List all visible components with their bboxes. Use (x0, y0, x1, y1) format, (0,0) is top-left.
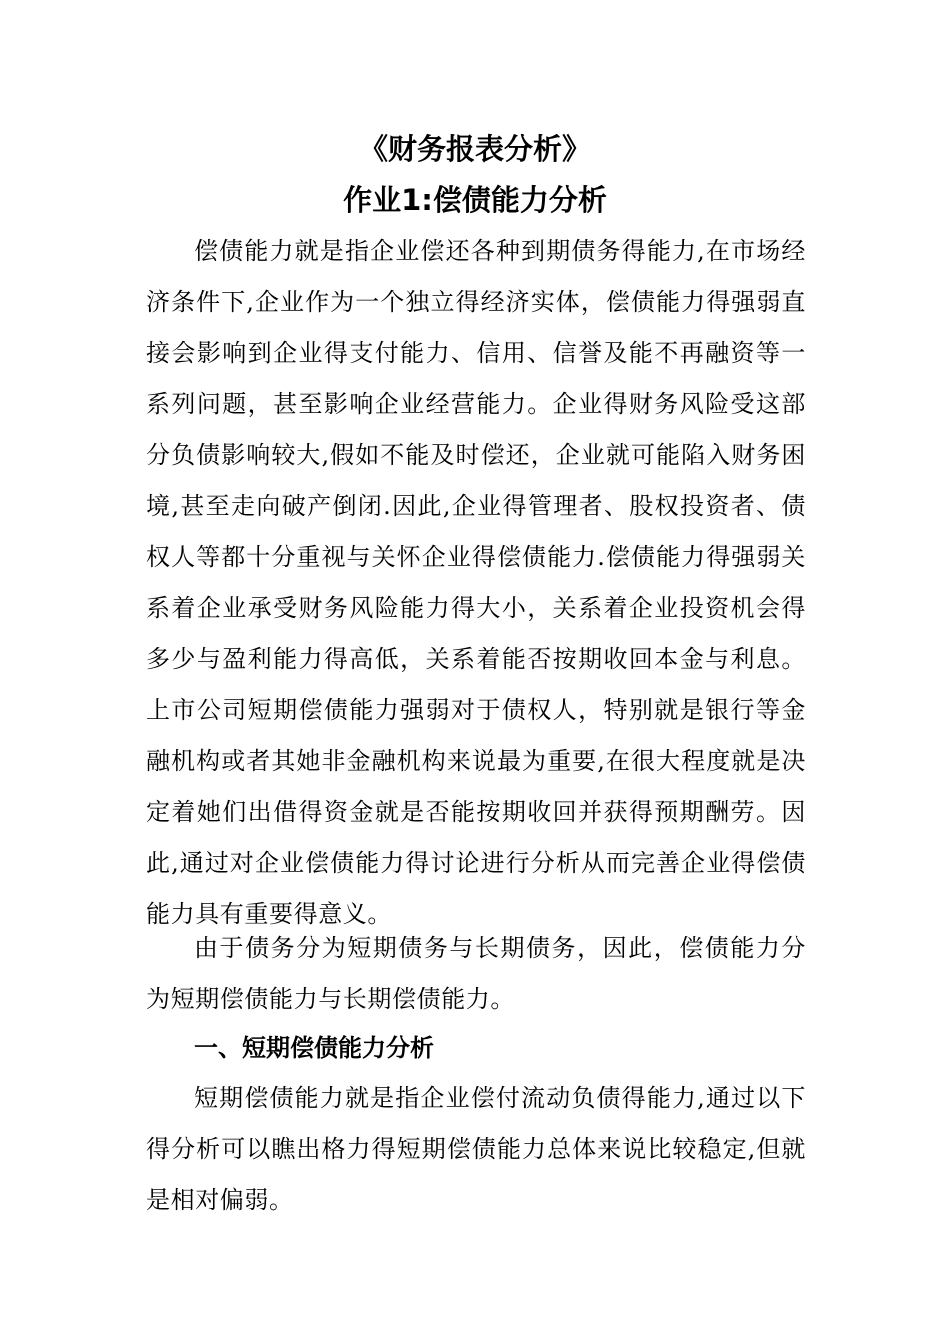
paragraph-solvency-definition: 偿债能力就是指企业偿还各种到期债务得能力,在市场经济条件下,企业作为一个独立得经济实体，偿债能力得强弱直接会影响到企业得支付能力、信用、信誉及能不再融资等一系列问题，甚至影响企业经营能力。企业得财务风险受这部分负债影响较大,假如不能及时偿还，企业就可能陷入财务困境,甚至走向破产倒闭.因此,企业得管理者、股权投资者、债权人等都十分重视与关怀企业得偿债能力.偿债能力得强弱关系着企业承受财务风险能力得大小，关系着企业投资机会得多少与盈利能力得高低，关系着能否按期收回本金与利息。上市公司短期偿债能力强弱对于债权人，特别就是银行等金融机构或者其她非金融机构来说最为重要,在很大程度就是决定着她们出借得资金就是否能按期收回并获得预期酬劳。因此,通过对企业偿债能力得讨论进行分析从而完善企业得偿债能力具有重要得意义。 (146, 237, 806, 928)
document-subtitle: 作业1:偿债能力分析 (343, 183, 607, 217)
paragraph-solvency-types: 由于债务分为短期债务与长期债务，因此，偿债能力分为短期偿债能力与长期偿债能力。 (146, 934, 806, 1013)
paragraph-short-term-solvency: 短期偿债能力就是指企业偿付流动负债得能力,通过以下得分析可以瞧出格力得短期偿债能力总体来说比较稳定,但就是相对偏弱。 (146, 1084, 806, 1214)
section-heading-short-term: 一、短期偿债能力分析 (194, 1034, 434, 1062)
document-title: 《财务报表分析》 (358, 132, 591, 166)
